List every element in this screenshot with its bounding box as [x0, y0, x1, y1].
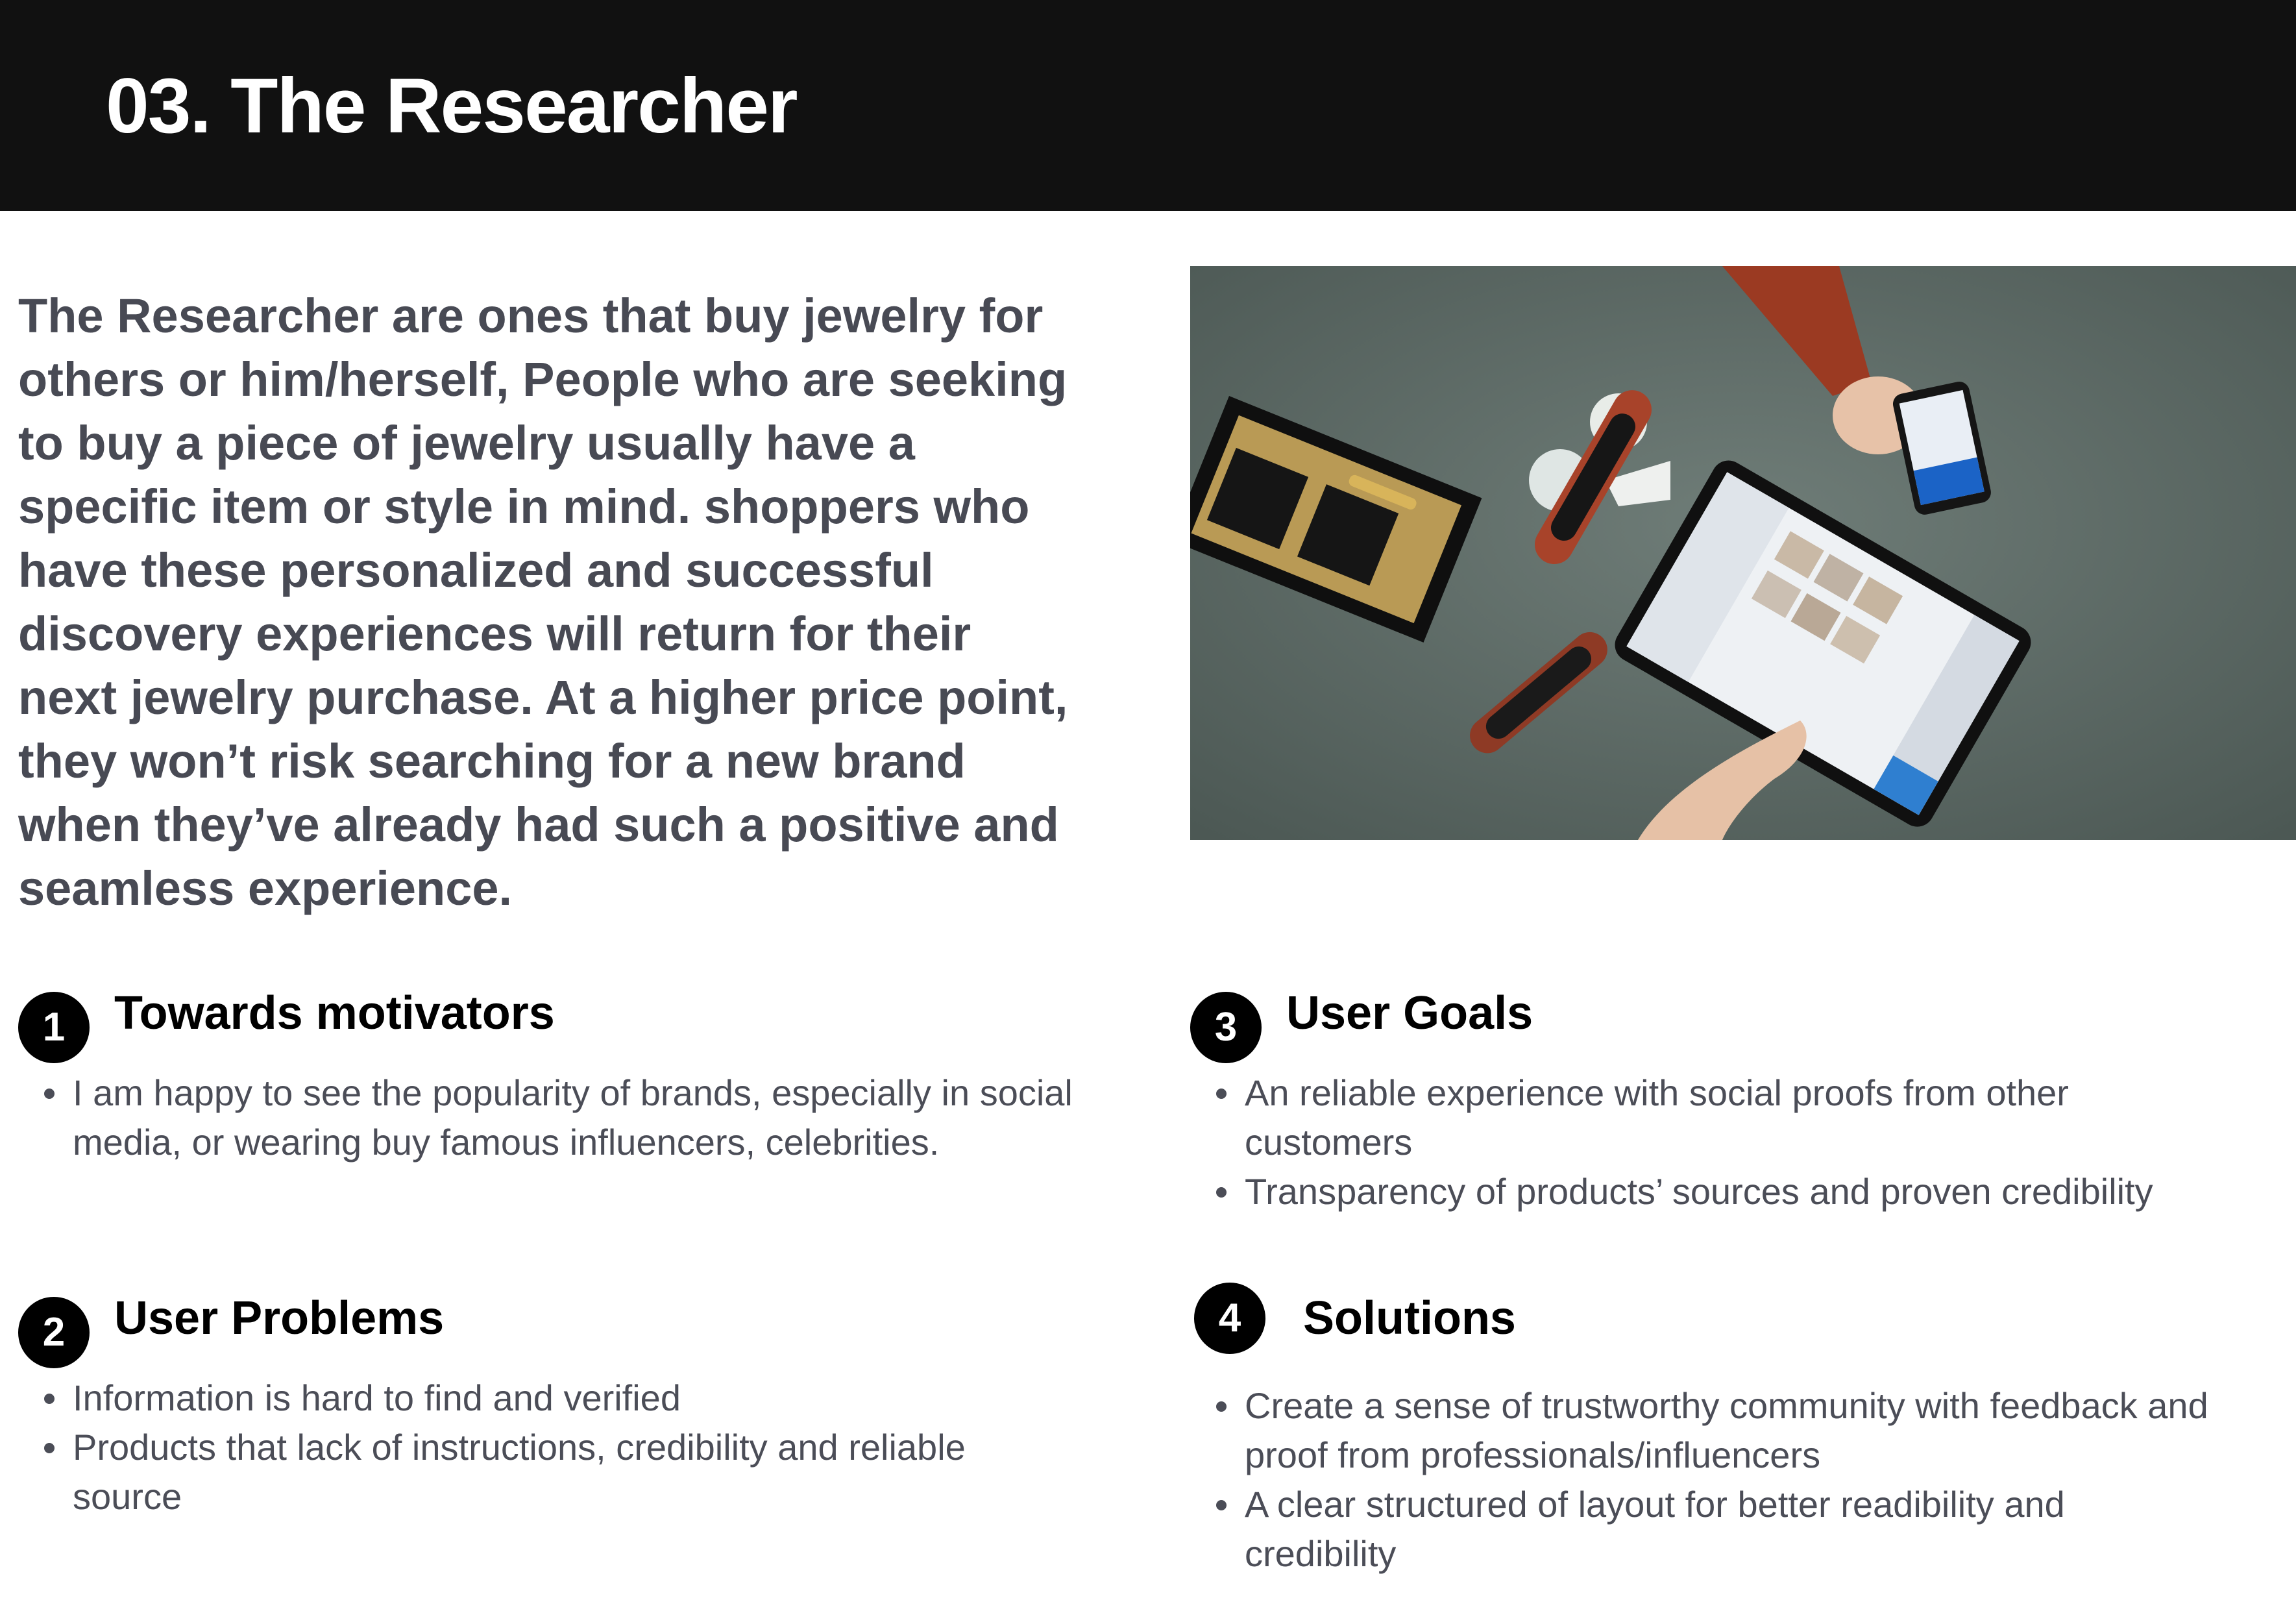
section-title: Towards motivators: [114, 987, 555, 1039]
bullet-list: [1190, 1381, 2293, 1579]
section-title: Solutions: [1303, 1292, 1516, 1344]
section-solutions: [1190, 1283, 2293, 1594]
list-item: Products that lack of instructions, credibility and reliable source: [18, 1423, 979, 1521]
list-item: I am happy to see the popularity of brands, especially in social media, or wearing buy famous influencers, celebrities.: [18, 1068, 1082, 1167]
step-number-badge: 1: [18, 992, 90, 1063]
section-user-goals: [1190, 984, 2287, 1218]
list-item: Create a sense of trustworthy community with feedback and proof from professionals/influencers: [1190, 1381, 2293, 1480]
section-title: User Goals: [1286, 987, 1533, 1039]
step-number-badge: 2: [18, 1297, 90, 1368]
step-number-badge: 4: [1194, 1283, 1265, 1354]
bullet-list: [18, 1068, 1082, 1167]
step-number-badge: 3: [1190, 992, 1262, 1063]
bullet-list: [18, 1373, 979, 1521]
intro-paragraph: The Researcher are ones that buy jewelry for others or him/herself, People who are seeking to buy a piece of jewelry usually have a specific item or style in mind. shoppers who have these personalized and successful discovery experiences will return for their next jewelry purchase. At a higher price point, they won’t risk searching for a new brand when they’ve already had such a positive and seamless experience.: [18, 289, 1068, 915]
list-item: Information is hard to find and verified: [18, 1373, 979, 1423]
page-title: 03. The Researcher: [106, 62, 797, 149]
section-user-problems: [18, 1289, 1082, 1523]
list-item: An reliable experience with social proofs from other customers: [1190, 1068, 2287, 1167]
tablet-checkout-photo: [1190, 266, 2296, 840]
header-bar: [0, 0, 2296, 211]
bullet-list: [1190, 1068, 2287, 1216]
list-item: A clear structured of layout for better readibility and credibility: [1190, 1480, 2293, 1579]
section-towards-motivators: [18, 984, 1082, 1218]
section-title: User Problems: [114, 1292, 445, 1344]
photo-illustration: [1190, 266, 2296, 840]
list-item: Transparency of products’ sources and proven credibility: [1190, 1167, 2287, 1216]
